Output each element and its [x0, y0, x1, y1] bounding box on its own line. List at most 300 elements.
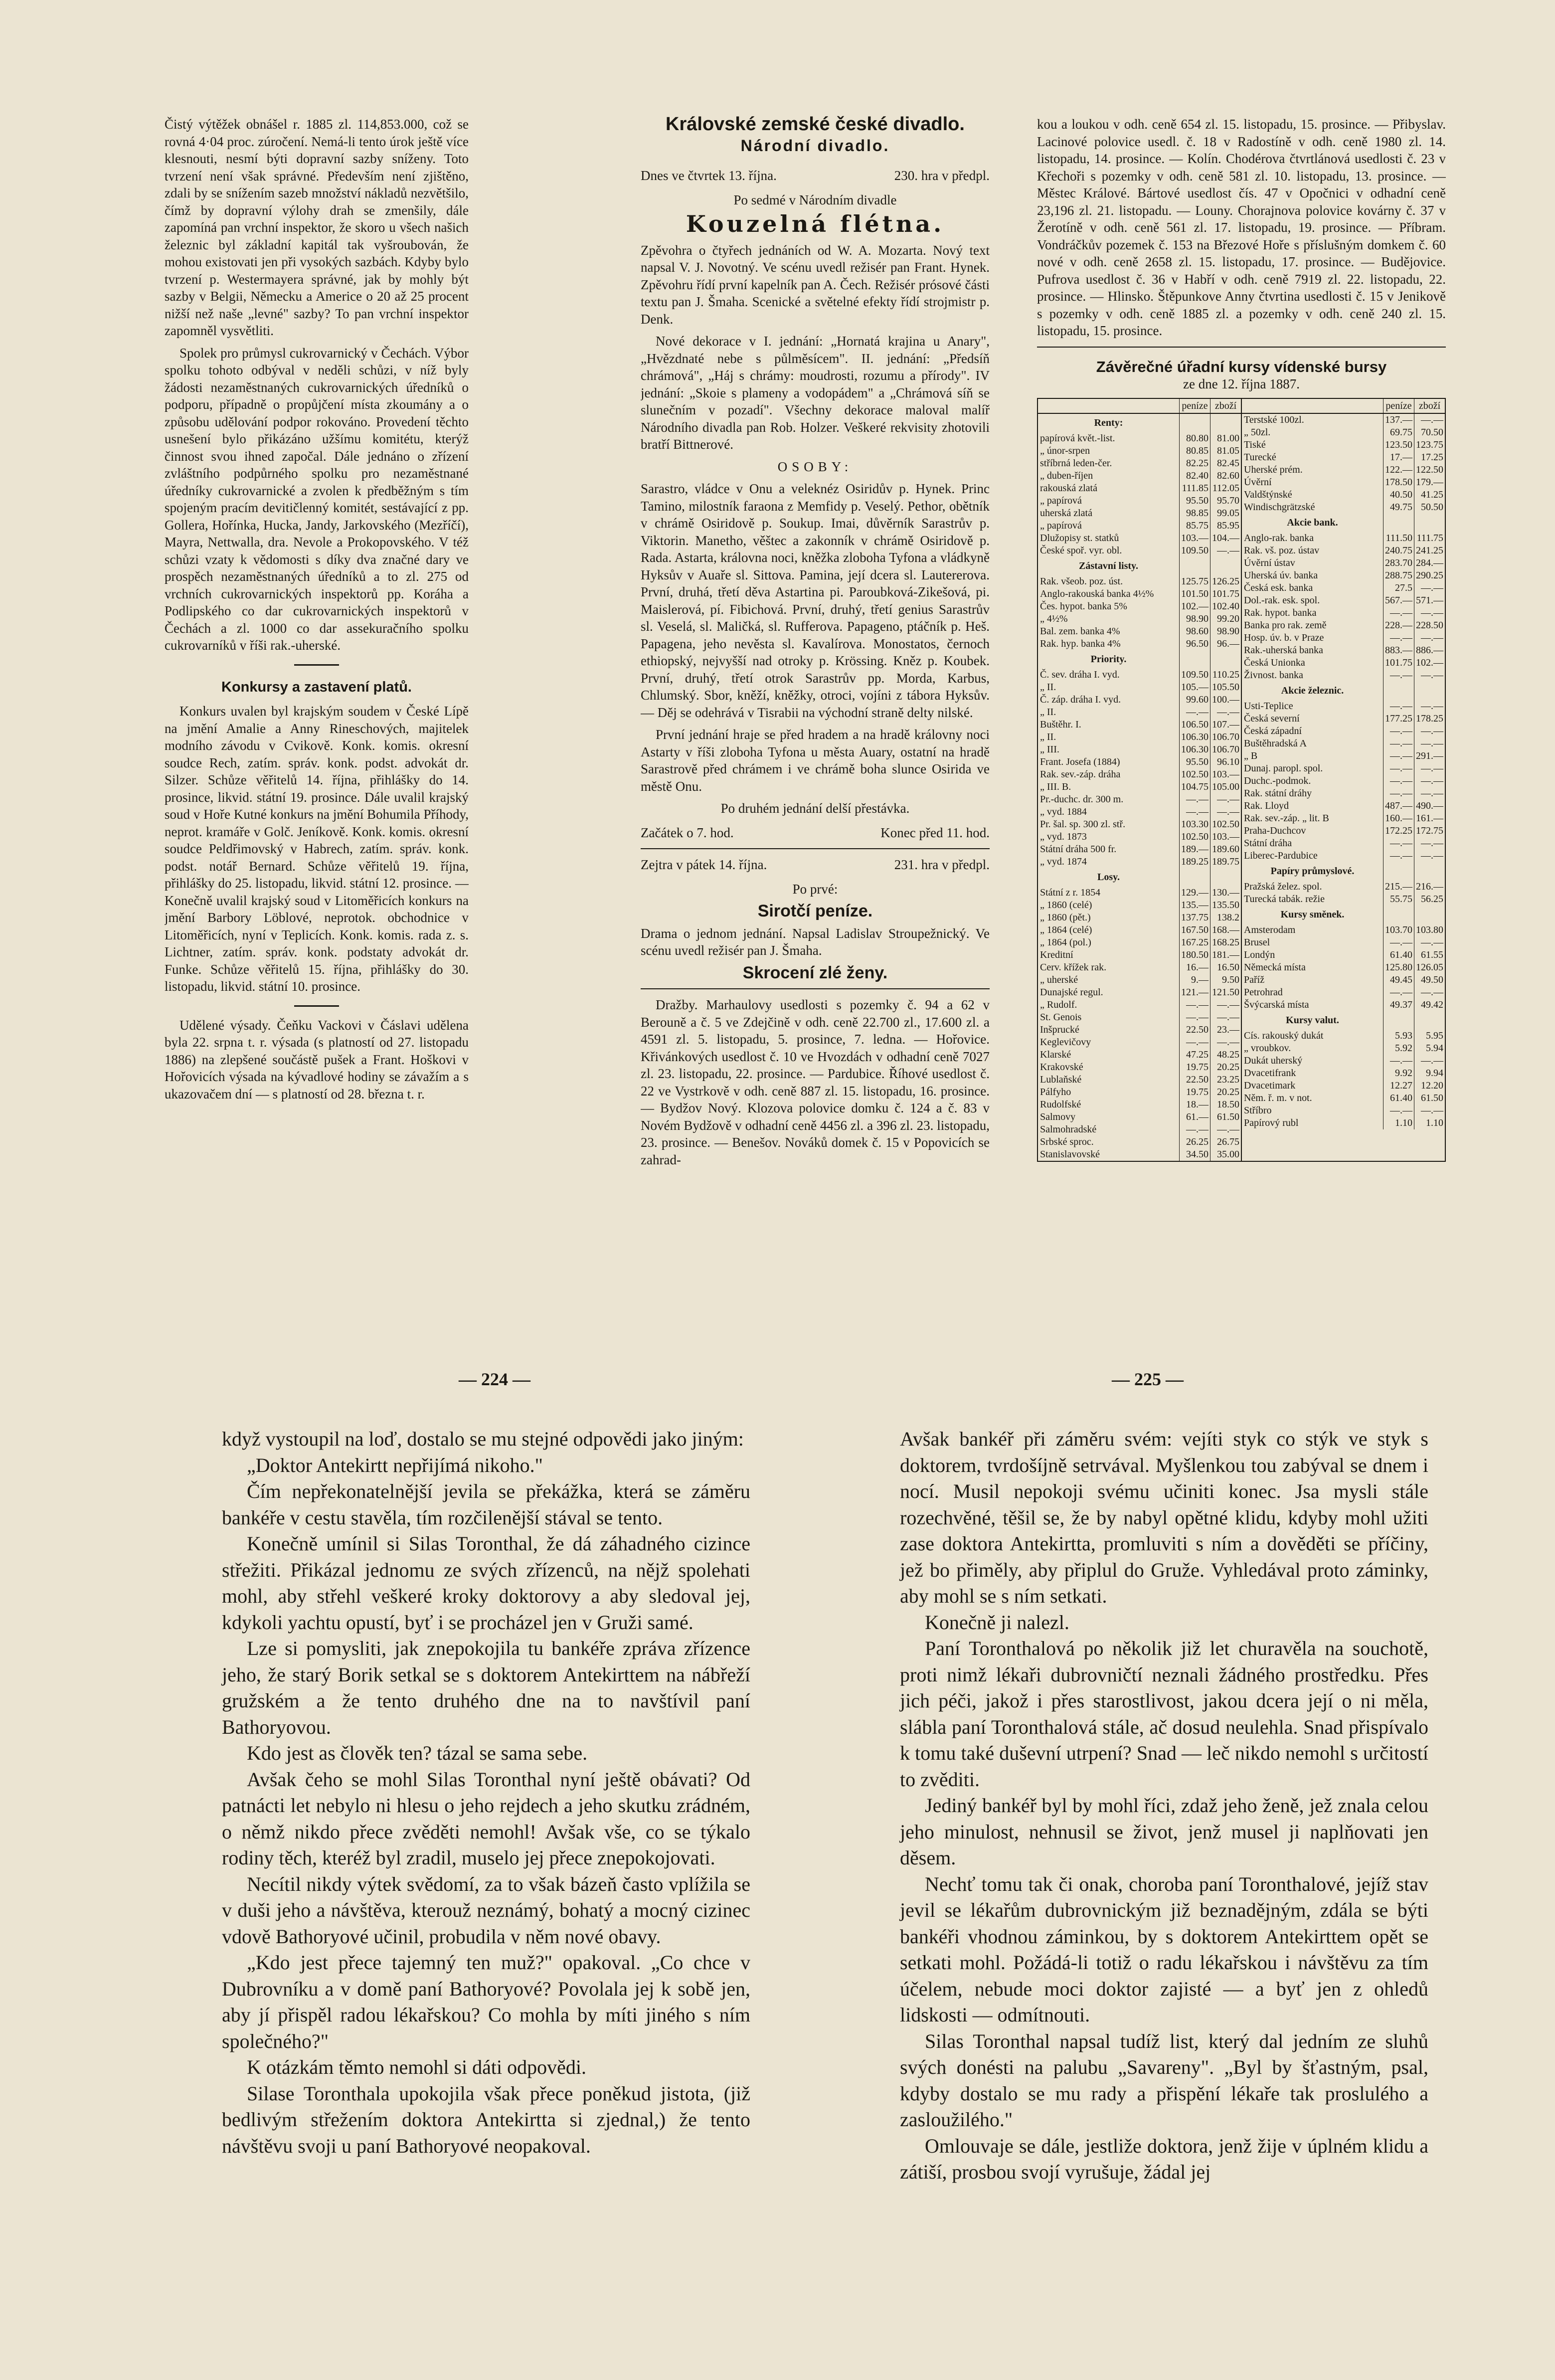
bourse-goods-value: —.— [1414, 1104, 1445, 1117]
bourse-money-value: 85.75 [1179, 520, 1210, 532]
bourse-money-value: —.— [1383, 632, 1414, 644]
header-money: peníze [1383, 399, 1414, 413]
bourse-money-value: 27.5 [1383, 582, 1414, 594]
bourse-item-name: „ Rudolf. [1040, 999, 1077, 1010]
bourse-goods-value: 49.42 [1414, 999, 1445, 1011]
bourse-row [1038, 470, 1241, 482]
bourse-money-value: 61.40 [1383, 1092, 1414, 1104]
bourse-money-value: 1.10 [1383, 1117, 1414, 1129]
bourse-item-name: Banka pro rak. země [1244, 619, 1327, 631]
bourse-row [1242, 476, 1445, 489]
bourse-row [1038, 457, 1241, 470]
play1-cast-heading: OSOBY: [777, 459, 853, 474]
bourse-row [1038, 575, 1241, 588]
bourse-item-name: „ 1860 (pět.) [1040, 912, 1091, 923]
bourse-money-value: 80.85 [1179, 445, 1210, 457]
bourse-row [1242, 594, 1445, 607]
bourse-item-name: papírová květ.-list. [1040, 432, 1115, 444]
play3-title: Skrocení zlé ženy. [742, 963, 888, 982]
bourse-money-value: 98.60 [1179, 625, 1210, 638]
bourse-goods-value: 130.— [1210, 887, 1241, 899]
bourse-money-value: 99.60 [1179, 694, 1210, 706]
bourse-money-value: 19.75 [1179, 1086, 1210, 1098]
bourse-item-name: Kreditní [1040, 949, 1073, 960]
bourse-row [1038, 974, 1241, 986]
bourse-row [1242, 881, 1445, 893]
bourse-item-name: „ II. [1040, 731, 1056, 742]
bourse-item-name: Dlužopisy st. statků [1040, 532, 1119, 544]
bourse-goods-value: 121.50 [1210, 986, 1241, 999]
bourse-row [1038, 1148, 1241, 1161]
bourse-goods-value: 17.25 [1414, 451, 1445, 464]
bourse-goods-value: 81.00 [1210, 432, 1241, 445]
bourse-goods-value: —.— [1210, 1123, 1241, 1136]
bourse-item-name: „ vyd. 1884 [1040, 806, 1087, 817]
bourse-money-value: 111.50 [1383, 532, 1414, 545]
bourse-goods-value: —.— [1414, 986, 1445, 999]
bourse-item-name: Brusel [1244, 936, 1270, 948]
play1-plot: První jednání hraje se před hradem a na hradě královny noci Astarty v říši zloboha Tyfona u města Auary, ostatní na hradě Sarastrově před chrámem i ve chrámě boha slunce Osirida ve městě Onu. [641, 727, 990, 794]
bourse-row [1242, 812, 1445, 825]
bourse-goods-value: 9.50 [1210, 974, 1241, 986]
bourse-row [1038, 768, 1241, 781]
bourse-row [1242, 713, 1445, 725]
play1-date: Dnes ve čtvrtek 13. října. [641, 168, 777, 183]
play1-cast: Sarastro, vládce v Onu a veleknéz Osiridův p. Hynek. Princ Tamino, milostník faraona z Memfidy p. Veselý. Pethor, obětník v chrámě Osiridově p. Soukup. Imai, důvěrník Sarastrův p. Viktorin. Manetho, věštec a zakonník v chrámě Osiridově p. Rada. Astarta, královna noci, kněžka zloboha Tyfona a vládkyně Hyksův v Auaře sl. Sittova. Pamina, její dcera sl. Lautererova. První, druhá, třetí děva Astartina pi. Paroubková-Zikešová, pi. Maislerová, pí. Fibichová. První, druhý, třetí genius Sarastrův sl. Veselá, sl. Maličká, sl. Rufferova. Papageno, ptáčník p. Heš. Papagena, jeho nevěsta sl. Kavalírova. Monostatos, černoch ethiopský, nejvyšší nad otroky p. Krössing. Kněz p. Koubek. První, druhý, třetí otrok Sarastrův pp. Morda, Karbus, Chlumský. Sbor, kněží, kněžky, otroci, vojíni z tábora Hyksův. — Děj se odehrává v Tisrabii na východní straně delty nilské. [641, 481, 990, 720]
bourse-money-value: 9.— [1179, 974, 1210, 986]
bourse-money-value: 22.50 [1179, 1074, 1210, 1086]
novel-paragraph: Omlouvaje se dále, jestliže doktora, jenž žije v úplném klidu a zátiší, prosbou svojí vyrušuje, žádal jej [900, 2134, 1428, 2183]
bourse-goods-value: 490.— [1414, 800, 1445, 812]
bourse-money-value: 103.70 [1383, 924, 1414, 936]
play2-date: Zejtra v pátek 14. října. [641, 857, 767, 872]
bourse-goods-value: —.— [1414, 850, 1445, 862]
header-goods: zboží [1210, 399, 1241, 413]
bourse-money-value: —.— [1383, 762, 1414, 775]
bourse-money-value: 177.25 [1383, 713, 1414, 725]
bourse-item-name: Státní dráha 500 fr. [1040, 843, 1117, 855]
bourse-goods-value: 135.50 [1210, 899, 1241, 912]
bourse-row [1038, 495, 1241, 507]
bourse-row [1038, 806, 1241, 818]
bourse-goods-value: —.— [1210, 806, 1241, 818]
bourse-money-value: 18.— [1179, 1098, 1210, 1111]
bourse-goods-value: —.— [1414, 762, 1445, 775]
bourse-money-value: —.— [1383, 669, 1414, 682]
bourse-money-value: 17.— [1383, 451, 1414, 464]
bourse-money-value: 5.92 [1383, 1042, 1414, 1055]
bourse-goods-value: 123.75 [1414, 439, 1445, 451]
bourse-money-value: 137.75 [1179, 912, 1210, 924]
bourse-goods-value [1414, 1011, 1445, 1030]
bourse-goods-value: 26.75 [1210, 1136, 1241, 1148]
bourse-money-value: 288.75 [1383, 569, 1414, 582]
bourse-goods-value: 216.— [1414, 881, 1445, 893]
bourse-money-value: —.— [1383, 607, 1414, 619]
play1-times-row [641, 824, 990, 842]
bourse-money-value: 49.37 [1383, 999, 1414, 1011]
bourse-section-heading [1038, 414, 1241, 432]
bourse-money-value: 106.30 [1179, 731, 1210, 743]
bourse-money-value: 125.80 [1383, 961, 1414, 974]
bourse-money-value: 883.— [1383, 644, 1414, 657]
bourse-goods-value: 49.50 [1414, 974, 1445, 986]
bourse-goods-value: 138.2 [1210, 912, 1241, 924]
bourse-goods-value: 100.— [1210, 694, 1241, 706]
bourse-goods-value: 102.50 [1210, 818, 1241, 831]
bourse-item-name: Klarské [1040, 1049, 1071, 1060]
bourse-row [1242, 489, 1445, 501]
bourse-goods-value: 106.70 [1210, 731, 1241, 743]
bourse-row [1242, 501, 1445, 514]
bourse-row [1038, 681, 1241, 694]
bourse-goods-value: 20.25 [1210, 1061, 1241, 1074]
bourse-item-name: Cís. rakouský dukát [1244, 1030, 1324, 1041]
bourse-row [1038, 1111, 1241, 1123]
novel-paragraph: Čím nepřekonatelnější jevila se překážka, která se záměru bankéře v cestu stavěla, tím rozčilenější stával se tento. [222, 1480, 750, 1529]
novel-paragraph: Kdo jest as člověk ten? tázal se sama sebe. [247, 1742, 588, 1764]
divider [294, 664, 339, 666]
bourse-item-name: Rak. všeob. poz. úst. [1040, 575, 1123, 587]
bourse-item-name: Inšprucké [1040, 1024, 1079, 1035]
bourse-money-value [1383, 906, 1414, 924]
bourse-item-name: Rudolfské [1040, 1098, 1081, 1110]
bourse-item-name: rakouská zlatá [1040, 482, 1097, 494]
theatre-column [641, 116, 990, 1173]
bourse-goods-value: —.— [1414, 737, 1445, 750]
bourse-goods-value: —.— [1414, 725, 1445, 737]
bourse-row [1038, 999, 1241, 1011]
bourse-money-value [1383, 682, 1414, 700]
bourse-row [1242, 669, 1445, 682]
bourse-goods-value: 98.90 [1210, 625, 1241, 638]
play2-desc: Drama o jednom jednání. Napsal Ladislav Stroupežnický. Ve scénu uvedl režisér pan J. Šmaha. [641, 925, 990, 958]
bourse-item-name: Cerv. křížek rak. [1040, 961, 1107, 973]
bourse-goods-value: 103.— [1210, 831, 1241, 843]
bourse-left-column [1038, 399, 1242, 1161]
bourse-money-value: —.— [1383, 737, 1414, 750]
bourse-goods-value [1414, 514, 1445, 532]
bourse-money-value: —.— [1383, 750, 1414, 762]
play2-title: Sirotčí peníze. [757, 902, 873, 920]
bourse-money-value: 49.45 [1383, 974, 1414, 986]
bourse-item-name: Č. sev. dráha I. vyd. [1040, 669, 1120, 680]
bourse-money-value: 61.40 [1383, 949, 1414, 961]
bourse-goods-value: —.— [1414, 582, 1445, 594]
bourse-goods-value: 5.94 [1414, 1042, 1445, 1055]
bourse-money-value [1179, 414, 1210, 432]
bourse-section-heading [1038, 868, 1241, 887]
bourse-money-value: —.— [1383, 725, 1414, 737]
rule [641, 988, 990, 989]
bourse-item-name: „ vroubkov. [1244, 1042, 1291, 1054]
bourse-money-value: 121.— [1179, 986, 1210, 999]
bourse-row [1038, 1036, 1241, 1049]
bourse-item-name: Keglevičovy [1040, 1036, 1091, 1048]
bourse-money-value: —.— [1383, 850, 1414, 862]
bourse-money-value: —.— [1383, 837, 1414, 850]
bourse-row [1038, 482, 1241, 495]
novel-paragraph: Nechť tomu tak či onak, choroba paní Toronthalové, jejíž stav jevil se lékařům dubrovnickým již beznadějným, zdála se býti bankéři vhodnou záminkou, by s doktorem Antekirttem opět se setkati mohl. Požádá-li totiž o radu lékařskou i návštěvu za tím účelem, nebude moci doktor zajisté — a byť jen z ohledů lidskosti — odmítnouti. [900, 1872, 1428, 2026]
bourse-row [1242, 1030, 1445, 1042]
bourse-goods-value: 168.— [1210, 924, 1241, 936]
bourse-goods-value: —.— [1414, 936, 1445, 949]
bourse-money-value: 101.75 [1383, 657, 1414, 669]
novel-paragraph: Necítil nikdy výtek svědomí, za to však bázeň často vplížila se v duši jeho a návštěva, kterouž neznámý, bohatý a mocný cizinec vdově Bathoryové učinil, probudila v něm nové obavy. [222, 1872, 750, 1948]
bourse-date: ze dne 12. října 1887. [1183, 376, 1300, 391]
bourse-item-name: České spoř. vyr. obl. [1040, 545, 1122, 556]
bourse-money-value: 22.50 [1179, 1024, 1210, 1036]
bourse-item-name: „ II. [1040, 706, 1056, 718]
bourse-row [1242, 414, 1445, 426]
bourse-row [1038, 706, 1241, 719]
header-money: peníze [1179, 399, 1210, 413]
novel-paragraph: Silase Toronthala upokojila však přece poněkud jistota, (již bedlivým střežením doktora Antekirtta si zjednal,) že tento návštěvu svoji u paní Bathoryové neopakoval. [222, 2082, 750, 2157]
bourse-row [1038, 961, 1241, 974]
bourse-row [1242, 924, 1445, 936]
bourse-money-value: 167.25 [1179, 936, 1210, 949]
bourse-item-name: Dvacetifrank [1244, 1067, 1296, 1079]
bourse-row [1242, 439, 1445, 451]
bourse-row [1038, 1136, 1241, 1148]
bourse-goods-value: —.— [1414, 700, 1445, 713]
bourse-money-value: 189.— [1179, 843, 1210, 856]
rule [641, 848, 990, 849]
bourse-money-value: 102.50 [1179, 768, 1210, 781]
bourse-row [1242, 464, 1445, 476]
bourse-row [1038, 1098, 1241, 1111]
bourse-row [1242, 545, 1445, 557]
bourse-row [1038, 986, 1241, 999]
bourse-item-name: Liberec-Pardubice [1244, 850, 1318, 861]
bourse-money-value: —.— [1383, 775, 1414, 787]
bourse-item-name: „ II. [1040, 681, 1056, 693]
bourse-item-name: Švýcarská místa [1244, 999, 1309, 1010]
bourse-item-name: Usti-Teplice [1244, 700, 1293, 712]
bourse-section-heading [1242, 682, 1445, 700]
bourse-row [1242, 557, 1445, 569]
bourse-item-name: Stříbro [1244, 1104, 1272, 1116]
bourse-item-name: Losy. [1097, 871, 1120, 883]
bourse-goods-value: 179.— [1414, 476, 1445, 489]
bourse-money-value [1179, 650, 1210, 669]
vysady-text: Udělené výsady. Čeňku Vackovi v Čáslavi udělena byla 22. srpna t. r. výsada (s platností od 27. listopadu 1886) na zlepšené součástě pušek a Frant. Hoškovi v Hořovicích výsada na kývadlové hodiny se závažím a s ukazovačem dní — s platností od 28. března t. r. [165, 1017, 469, 1101]
bourse-row [1038, 781, 1241, 793]
bourse-item-name: Rak. hypot. banka [1244, 607, 1317, 618]
bourse-item-name: Rak. sev.-záp. dráha [1040, 768, 1121, 780]
bourse-goods-value: 23.— [1210, 1024, 1241, 1036]
bourse-row [1038, 899, 1241, 912]
bourse-goods-value: —.— [1414, 837, 1445, 850]
bourse-money-value: 125.75 [1179, 575, 1210, 588]
bourse-goods-value: 106.70 [1210, 743, 1241, 756]
bourse-goods-value: 284.— [1414, 557, 1445, 569]
bourse-item-name: Papíry průmyslové. [1270, 865, 1355, 877]
bourse-row [1242, 800, 1445, 812]
bourse-goods-value: —.— [1210, 1036, 1241, 1049]
bourse-item-name: Anglo-rakouská banka 4½% [1040, 588, 1154, 599]
bourse-goods-value: —.— [1210, 706, 1241, 719]
bourse-row [1242, 532, 1445, 545]
bourse-item-name: Živnost. banka [1244, 669, 1303, 681]
divider [294, 1005, 339, 1007]
novel-paragraph: Paní Toronthalová po několik již let churavěla na souchotě, proti nimž lékaři dubrovničtí neznali žádného prostředku. Přes jich péči, jakož i přes starostlivost, jakou dcera její o ni měla, slábla paní Toronthalová stále, ač dosud neulehla. Snad přispívalo k tomu také duševní utrpení? Snad — leč nikdo nemohl s určitostí to zvěditi. [900, 1637, 1428, 1791]
bourse-row [1038, 756, 1241, 768]
novel-page-left [222, 1426, 750, 2159]
bourse-goods-value: 96.— [1210, 638, 1241, 650]
novel-paragraph: Avšak bankéř při záměru svém: vejíti styk co stýk ve styk s doktorem, tvrdošíjně setrvával. Myšlenkou tou zabýval se dnem i nocí. Musil nepokoji svému učiniti konec. Jsa mysli stále rozechvěné, těšil se, že by nabyl opětné klidu, kdyby mohl užiti zase doktora Antekirtta, promluviti s ním a dověděti se příčiny, jež bo přiměly, aby připlul do Gruže. Vyhledával proto záminky, aby mohl se s ním setkati. [900, 1428, 1428, 1607]
theatre-heading: Královské zemské české divadlo. [666, 116, 965, 135]
bourse-money-value: —.— [1179, 1036, 1210, 1049]
bourse-money-value: 5.93 [1383, 1030, 1414, 1042]
bourse-money-value: 103.30 [1179, 818, 1210, 831]
bourse-money-value: 129.— [1179, 887, 1210, 899]
bourse-money-value: 47.25 [1179, 1049, 1210, 1061]
bourse-goods-value [1210, 557, 1241, 575]
bourse-goods-value: 189.75 [1210, 856, 1241, 868]
bourse-row [1242, 1117, 1445, 1129]
bourse-money-value: 567.— [1383, 594, 1414, 607]
bourse-header [1242, 399, 1445, 414]
bourse-item-name: Turecká tabák. režie [1244, 893, 1325, 905]
bourse-item-name: Rak.-uherská banka [1244, 644, 1323, 656]
bourse-money-value: 61.— [1179, 1111, 1210, 1123]
bourse-item-name: Úvěrní [1244, 476, 1272, 488]
bourse-goods-value: 105.00 [1210, 781, 1241, 793]
bourse-money-value [1383, 1011, 1414, 1030]
bourse-goods-value: 9.94 [1414, 1067, 1445, 1080]
bourse-goods-value: 5.95 [1414, 1030, 1445, 1042]
bourse-money-value: 9.92 [1383, 1067, 1414, 1080]
bourse-item-name: Česká severní [1244, 713, 1300, 724]
novel-paragraph: Konečně umínil si Silas Toronthal, že dá záhadného cizince střežiti. Přikázal jednomu ze svých zřízenců, na nějž spolehati mohl, aby střehl veškeré kroky doktorovy a aby sledoval jej, kdykoli yachtu opustí, byť i se procházel jen v Gruži samé. [222, 1532, 750, 1634]
bourse-item-name: uherská zlatá [1040, 507, 1092, 519]
bourse-row [1038, 843, 1241, 856]
bourse-row [1242, 619, 1445, 632]
bourse-row [1242, 1092, 1445, 1104]
bourse-item-name: „ 1864 (celé) [1040, 924, 1092, 935]
bourse-row [1038, 1074, 1241, 1086]
bourse-item-name: „ papírová [1040, 520, 1082, 531]
bourse-item-name: stříbrná leden-čer. [1040, 457, 1112, 469]
bourse-item-name: Pražská želez. spol. [1244, 881, 1322, 892]
bourse-row [1242, 582, 1445, 594]
bourse-money-value: 95.50 [1179, 756, 1210, 768]
bourse-goods-value: 96.10 [1210, 756, 1241, 768]
bourse-row [1038, 1061, 1241, 1074]
bourse-money-value: —.— [1383, 1104, 1414, 1117]
bourse-goods-value: 16.50 [1210, 961, 1241, 974]
bourse-goods-value: 61.55 [1414, 949, 1445, 961]
bourse-row [1242, 893, 1445, 906]
bourse-goods-value: —.— [1414, 632, 1445, 644]
bourse-row [1038, 600, 1241, 613]
bourse-money-value [1179, 868, 1210, 887]
konkursy-text: Konkurs uvalen byl krajským soudem v České Lípě na jmění Amalie a Anny Rineschových, majitelek modního závodu v Cvikově. Konk. komis. okresní soudce Rech, zatím. správ. konk. podst. advokát dr. Silzer. Schůze věřitelů 14. října, přihlášky do 14. prosince, likvid. státní 19. prosince. Dále uvalil krajský soud v Hoře Kutné konkurs na jmění Bohumila Příhody, neprot. kramáře v Golč. Jeníkově. Konk. komis. okresní soudce Peldřimovský v Habrech, zatím. správ. konk. podst. notář Bernard. Schůze věřitelů 19. října, přihlášky do 25. listopadu, likvid. státní 12. prosince. — Konečně uvalil krajský soud v Litoměřicích konkurs na jmění Barbory Löblové, neprotok. obchodnice v Litoměřicích, nyní v Teplicích. Konk. komis. rada z. s. Lichtner, zatím. správ. konk. podstaty advokát dr. Funke. Schůze věřitelů 15. října, přihlášky do 30. listopadu, likvid. státní 10. prosince. [165, 704, 469, 994]
bourse-item-name: Dunajské regul. [1040, 986, 1103, 998]
bourse-row [1242, 644, 1445, 657]
bourse-item-name: Papírový rubl [1244, 1117, 1299, 1128]
bourse-money-value: 104.75 [1179, 781, 1210, 793]
bourse-item-name: Dol.-rak. esk. spol. [1244, 594, 1320, 606]
bourse-item-name: Windischgrätzské [1244, 501, 1315, 513]
novel-paragraph: Silas Toronthal napsal tudíž list, který dal jedním ze sluhů svých donésti na palubu „Savareny". „Byl by šťastným, psal, kdyby dostalo se mu rady a přispění lékaře tak proslulého a zasloužilého." [900, 2029, 1428, 2131]
konkursy-heading: Konkursy a zastavení platů. [221, 679, 412, 695]
bourse-goods-value: 1.10 [1414, 1117, 1445, 1129]
bourse-goods-value: 291.— [1414, 750, 1445, 762]
bourse-item-name: „ 50zl. [1244, 426, 1271, 438]
bourse-item-name: Londýn [1244, 949, 1275, 960]
bourse-goods-value: 886.— [1414, 644, 1445, 657]
bourse-goods-value: 126.25 [1210, 575, 1241, 588]
bourse-money-value: 80.80 [1179, 432, 1210, 445]
bourse-money-value: —.— [1179, 706, 1210, 719]
bourse-goods-value: 50.50 [1414, 501, 1445, 514]
bourse-goods-value: —.— [1414, 1055, 1445, 1067]
bourse-row [1038, 719, 1241, 731]
bourse-money-value: —.— [1179, 793, 1210, 806]
bourse-goods-value: —.— [1210, 1011, 1241, 1024]
bourse-item-name: Něm. ř. m. v not. [1244, 1092, 1312, 1103]
bourse-goods-value: 241.25 [1414, 545, 1445, 557]
bourse-item-name: „ III. [1040, 743, 1059, 755]
bourse-item-name: Terstské 100zl. [1244, 414, 1304, 425]
novel-paragraph: Konečně ji nalezl. [925, 1611, 1069, 1634]
bourse-money-value: 95.50 [1179, 495, 1210, 507]
rule [1037, 347, 1446, 348]
play1-date-row [641, 167, 990, 184]
bourse-money-value: 82.25 [1179, 457, 1210, 470]
bourse-goods-value: 23.25 [1210, 1074, 1241, 1086]
drazby-text: Dražby. Marhaulovy usedlosti s pozemky č. 94 a 62 v Berouně a č. 5 ve Zdejčině v odh. ceně 22.700 zl., 17.600 zl. a 4591 zl. 5. listopadu, 5. prosince, 7. ledna. — Hořovice. Křivánkových usedlost č. 10 ve Hvozdách v odhadní ceně 7027 zl. 23. listopadu, 22. prosince. — Pardubice. Říhové usedlost č. 22 ve Vystrkově v odh. ceně 887 zl. 15. listopadu, 16. prosince. — Bydžov Nový. Klozova polovice domku č. 124 a č. 83 v Novém Bydžově v odhadní ceně 4456 zl. a 396 zl. 23. listopadu, 23. prosince. — Benešov. Nováků domek č. 15 v Popovicích se zahrad- [641, 997, 990, 1167]
bourse-item-name: „ vyd. 1874 [1040, 856, 1087, 867]
bourse-money-value [1179, 557, 1210, 575]
bourse-item-name: Petrohrad [1244, 986, 1283, 998]
novel-paragraph: K otázkám těmto nemohl si dáti odpovědi. [247, 2056, 586, 2078]
bourse-item-name: Bal. zem. banka 4% [1040, 625, 1120, 637]
bourse-row [1242, 775, 1445, 787]
bourse-goods-value: 112.05 [1210, 482, 1241, 495]
left-news-column [165, 116, 469, 1107]
bourse-money-value: 55.75 [1383, 893, 1414, 906]
bourse-goods-value: —.— [1210, 545, 1241, 557]
bourse-row [1242, 451, 1445, 464]
bourse-money-value: 96.50 [1179, 638, 1210, 650]
bourse-row [1242, 949, 1445, 961]
play1-intermission: Po druhém jednání delší přestávka. [720, 801, 910, 816]
bourse-row [1242, 725, 1445, 737]
bourse-money-value: 101.50 [1179, 588, 1210, 600]
bourse-goods-value: 99.20 [1210, 613, 1241, 625]
bourse-row [1038, 694, 1241, 706]
bourse-goods-value: —.— [1414, 775, 1445, 787]
bourse-item-name: Srbské sproc. [1040, 1136, 1094, 1147]
bourse-row [1038, 1011, 1241, 1024]
bourse-money-value: 40.50 [1383, 489, 1414, 501]
bourse-money-value: —.— [1179, 1011, 1210, 1024]
bourse-money-value: —.— [1383, 700, 1414, 713]
bourse-goods-value: 48.25 [1210, 1049, 1241, 1061]
bourse-row [1038, 912, 1241, 924]
bourse-money-value: 106.50 [1179, 719, 1210, 731]
bourse-row [1038, 545, 1241, 557]
bourse-money-value: 103.— [1179, 532, 1210, 545]
bourse-goods-value: 41.25 [1414, 489, 1445, 501]
bourse-goods-value: —.— [1210, 999, 1241, 1011]
bourse-goods-value: 168.25 [1210, 936, 1241, 949]
bourse-money-value: 137.— [1383, 414, 1414, 426]
bourse-item-name: Tiské [1244, 439, 1266, 450]
